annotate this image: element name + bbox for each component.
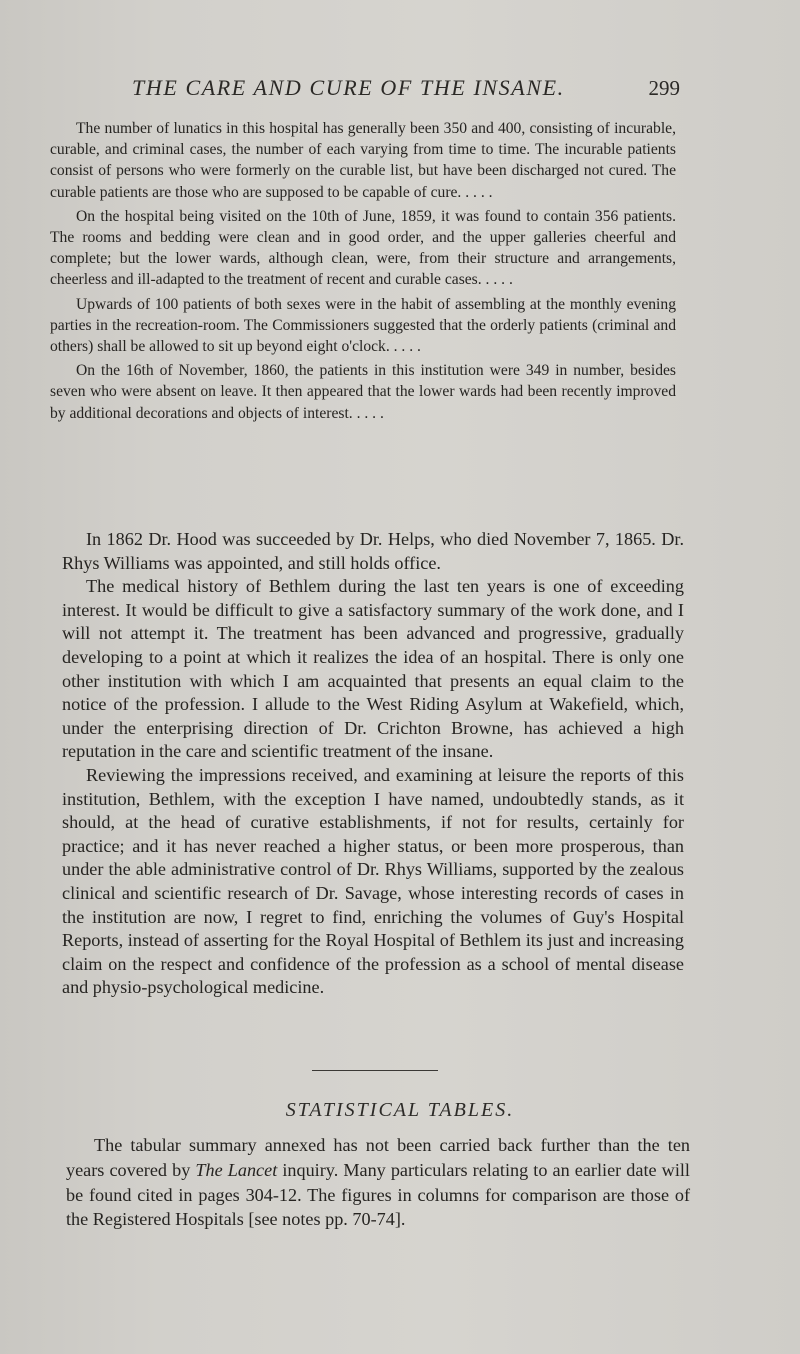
intro-paragraph — [66, 1133, 690, 1232]
main-body-text — [62, 528, 684, 1000]
statistical-tables-intro — [66, 1133, 690, 1232]
body-paragraph: Reviewing the impressions received, and examining at leisure the reports of this institution, Bethlem, with the exception I have named, undoubtedly stands, as it should, at the head of curative establishments, if not for results, certainly for practice; and it has never reached a higher status, or been more prosperous, than under the able administrative control of Dr. Rhys Williams, supported by the zealous clinical and scientific research of Dr. Savage, whose interesting records of cases in the institution are now, I regret to find, enriching the volumes of Guy's Hospital Reports, instead of asserting for the Royal Hospital of Bethlem its just and increasing claim on the respect and confidence of the profession as a school of mental disease and physio-psychological medicine. — [62, 764, 684, 998]
running-head — [120, 72, 680, 106]
intro-text-start: The tabular summary annexed has not been carried back further than the ten years covered by — [66, 1135, 690, 1180]
body-paragraph: The medical history of Bethlem during the last ten years is one of exceeding interest. It would be difficult to give a satisfactory summary of the work done, and I will not attempt it. The treatment has been advanced and progressive, gradually developing to a point at which it realizes the idea of an hospital. There is only one other institution with which I am acquainted that presents an equal claim to the notice of the profession. I allude to the West Riding Asylum at Wakefield, which, under the enterprising direction of Dr. Crichton Browne, has achieved a high reputation in the care and scientific treatment of the insane. — [62, 576, 684, 762]
intro-text-end: inquiry. Many particulars relating to an earlier date will be found cited in pages 304-12. The figures in columns for comparison are those of the Registered Hospitals [see notes pp. 70-74]. — [66, 1159, 690, 1230]
quoted-report-block — [50, 118, 676, 427]
quoted-paragraph: On the hospital being visited on the 10th of June, 1859, it was found to contain 356 patients. The rooms and bedding were clean and in good order, and the upper galleries cheerful and complete; but the lower wards, although clean, were, from their structure and arrangements, cheerless and ill-adapted to the treatment of recent and curable cases. . . . . — [50, 207, 676, 289]
quoted-paragraph: On the 16th of November, 1860, the patients in this institution were 349 in number, besides seven who were absent on leave. It then appeared that the lower wards had been recently improved by additional decorations and objects of interest. . . . . — [50, 362, 676, 422]
quoted-paragraph: Upwards of 100 patients of both sexes were in the habit of assembling at the monthly evening parties in the recreation-room. The Commissioners suggested that the orderly patients (criminal and others) shall be allowed to sit up beyond eight o'clock. . . . . — [50, 295, 676, 356]
running-title: THE CARE AND CURE OF THE INSANE. — [132, 75, 565, 100]
journal-title: The Lancet — [195, 1159, 278, 1180]
section-divider-rule — [312, 1070, 438, 1071]
body-paragraph: In 1862 Dr. Hood was succeeded by Dr. Helps, who died November 7, 1865. Dr. Rhys Williams was appointed, and still holds office. — [62, 529, 684, 573]
page-number: 299 — [648, 76, 680, 100]
section-heading: STATISTICAL TABLES. — [285, 1099, 515, 1121]
quoted-paragraph: The number of lunatics in this hospital has generally been 350 and 400, consisting of incurable, curable, and criminal cases, the number of each varying from time to time. The incurable patients consist of persons who were formerly on the curable list, but have been discharged not cured. The curable patients are those who are supposed to be capable of cure. . . . . — [50, 120, 676, 201]
